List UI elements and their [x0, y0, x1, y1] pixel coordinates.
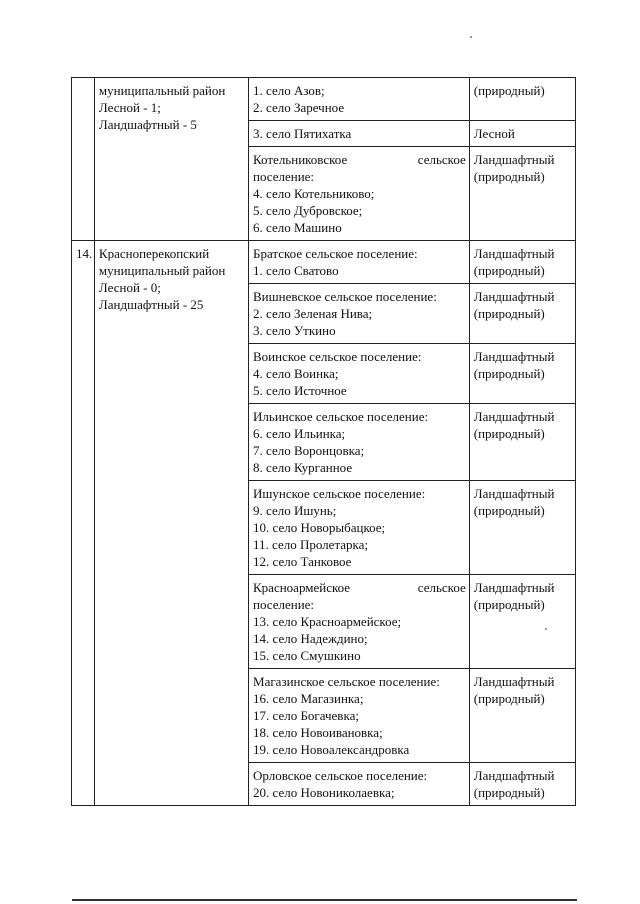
type-label: Ландшафтный: [473, 674, 555, 689]
village-item: 17. село Богачевка;: [253, 708, 359, 723]
village-item: 14. село Надеждино;: [253, 631, 368, 646]
scan-speck: [470, 36, 472, 38]
settlement-title: Магазинское сельское поселение:: [253, 674, 440, 689]
settlements-cell: [249, 763, 470, 806]
village-item: 11. село Пролетарка;: [253, 537, 369, 552]
type-label: (природный): [473, 306, 545, 321]
type-label: Ландшафтный: [473, 409, 555, 424]
type-cell: [469, 78, 575, 121]
settlements-cell: [249, 669, 470, 763]
type-label: (природный): [473, 366, 545, 381]
row-number-cell: [72, 78, 95, 241]
district-line: Красноперекопский: [98, 246, 210, 261]
type-label: Ландшафтный: [473, 580, 555, 595]
settlements-cell: [249, 78, 470, 121]
row-number: 14.: [76, 246, 93, 261]
type-label: (природный): [473, 169, 545, 184]
settlements-cell: [249, 284, 470, 344]
settlements-cell: [249, 344, 470, 404]
village-item: 1. село Сватово: [253, 263, 339, 278]
type-label: (природный): [473, 263, 545, 278]
type-label: (природный): [473, 83, 545, 98]
settlements-table: [71, 77, 576, 806]
settlement-title: поселение:: [253, 597, 315, 612]
type-label: (природный): [473, 597, 545, 612]
settlement-title: поселение:: [253, 169, 315, 184]
table-body: [72, 78, 576, 806]
type-cell: [469, 404, 575, 481]
village-item: 13. село Красноармейское;: [253, 614, 402, 629]
type-cell: [469, 575, 575, 669]
table-row: [72, 78, 576, 121]
village-item: 7. село Воронцовка;: [253, 443, 365, 458]
village-item: 2. село Зеленая Нива;: [253, 306, 373, 321]
settlement-title: Красноармейское сельское: [253, 580, 466, 595]
type-cell: [469, 344, 575, 404]
village-item: 1. село Азов;: [253, 83, 325, 98]
village-item: 20. село Новониколаевка;: [253, 785, 395, 800]
village-item: 9. село Ишунь;: [253, 503, 337, 518]
village-item: 3. село Уткино: [253, 323, 336, 338]
settlement-title: Орловское сельское поселение:: [253, 768, 428, 783]
type-label: (природный): [473, 785, 545, 800]
settlements-cell: [249, 575, 470, 669]
settlement-title: Ильинское сельское поселение:: [253, 409, 429, 424]
village-item: 10. село Новорыбацкое;: [253, 520, 386, 535]
type-cell: [469, 147, 575, 241]
type-cell: [469, 669, 575, 763]
type-cell: [469, 763, 575, 806]
type-label: (природный): [473, 426, 545, 441]
type-label: Ландшафтный: [473, 349, 555, 364]
settlements-cell: [249, 241, 470, 284]
type-label: Ландшафтный: [473, 152, 555, 167]
type-cell: [469, 284, 575, 344]
type-cell: [469, 121, 575, 147]
village-item: 4. село Воинка;: [253, 366, 339, 381]
settlement-title: Вишневское сельское поселение:: [253, 289, 437, 304]
settlement-title: Котельниковское сельское: [253, 152, 466, 167]
village-item: 8. село Курганное: [253, 460, 353, 475]
type-cell: [469, 241, 575, 284]
type-cell: [469, 481, 575, 575]
row-number-cell: [72, 241, 95, 806]
type-label: Ландшафтный: [473, 486, 555, 501]
district-line: Лесной - 0;: [98, 280, 161, 295]
village-item: 12. село Танковое: [253, 554, 352, 569]
village-item: 2. село Заречное: [253, 100, 345, 115]
type-label: Ландшафтный: [473, 768, 555, 783]
village-item: 5. село Источное: [253, 383, 347, 398]
village-item: 3. село Пятихатка: [253, 126, 352, 141]
district-cell: [94, 241, 248, 806]
settlements-cell: [249, 147, 470, 241]
district-line: Ландшафтный - 25: [98, 297, 204, 312]
type-label: Лесной: [473, 126, 515, 141]
village-item: 16. село Магазинка;: [253, 691, 364, 706]
settlement-title: Братское сельское поселение:: [253, 246, 418, 261]
district-line: муниципальный район: [98, 263, 226, 278]
village-item: 6. село Машино: [253, 220, 342, 235]
village-item: 5. село Дубровское;: [253, 203, 363, 218]
village-item: 18. село Новоивановка;: [253, 725, 383, 740]
village-item: 4. село Котельниково;: [253, 186, 375, 201]
district-line: муниципальный район: [98, 83, 226, 98]
village-item: 6. село Ильинка;: [253, 426, 346, 441]
type-label: (природный): [473, 503, 545, 518]
settlements-cell: [249, 481, 470, 575]
settlements-cell: [249, 121, 470, 147]
district-line: Ландшафтный - 5: [98, 117, 197, 132]
village-item: 19. село Новоалександровка: [253, 742, 410, 757]
type-label: Ландшафтный: [473, 246, 555, 261]
table-row: [72, 241, 576, 284]
district-cell: [94, 78, 248, 241]
settlement-title: Ишунское сельское поселение:: [253, 486, 426, 501]
settlement-title: Воинское сельское поселение:: [253, 349, 422, 364]
settlements-cell: [249, 404, 470, 481]
district-line: Лесной - 1;: [98, 100, 161, 115]
bottom-rule: [72, 899, 577, 901]
type-label: (природный): [473, 691, 545, 706]
scan-speck: [545, 628, 547, 630]
village-item: 15. село Смушкино: [253, 648, 361, 663]
type-label: Ландшафтный: [473, 289, 555, 304]
